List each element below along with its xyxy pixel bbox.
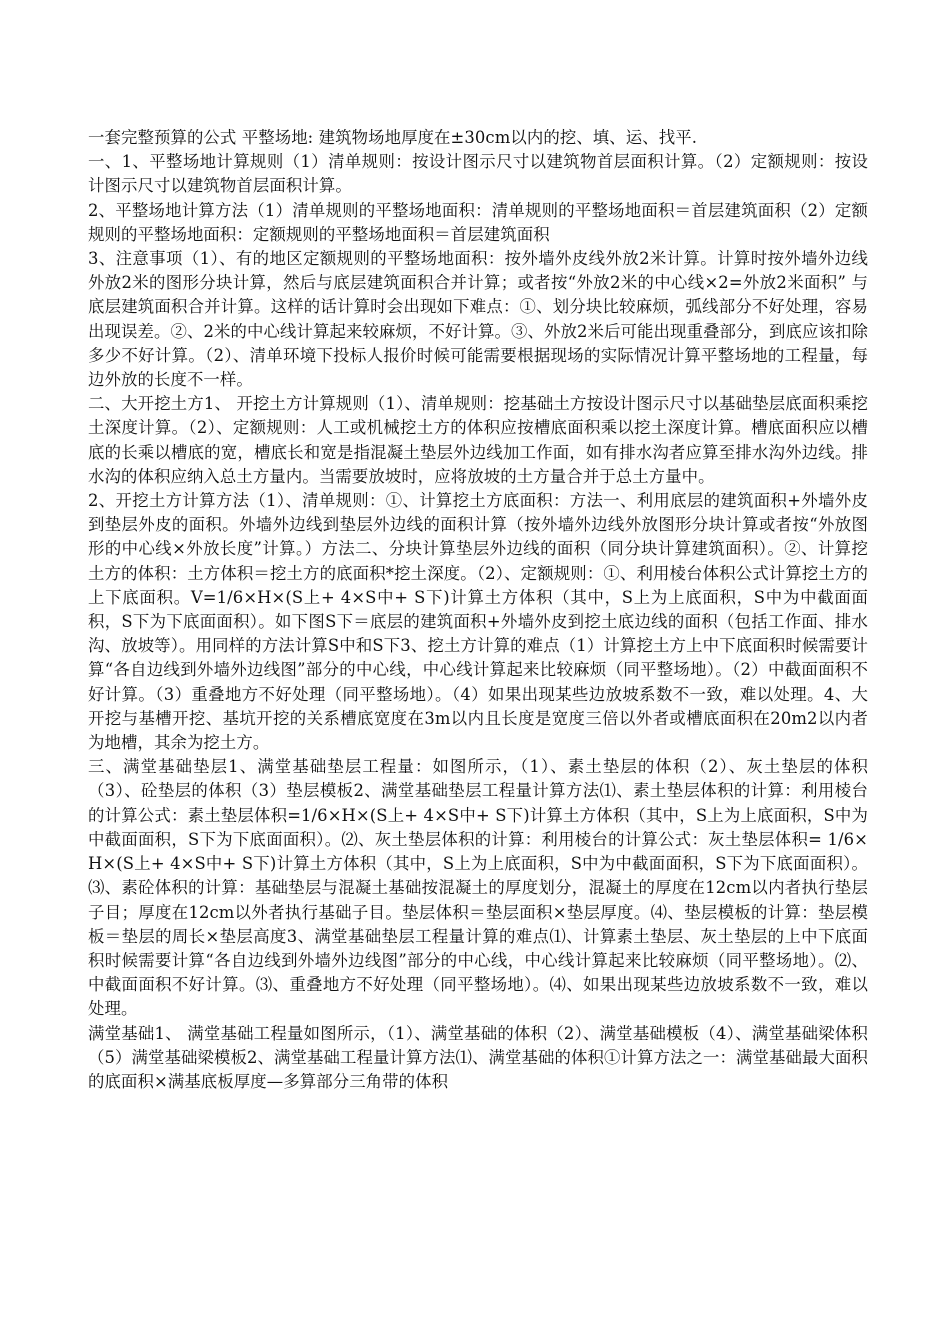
paragraph-intro: 一套完整预算的公式 平整场地: 建筑物场地厚度在±30cm以内的挖、填、运、找平. (88, 128, 698, 147)
paragraph-raft-cushion: 三、满堂基础垫层1、满堂基础垫层工程量：如图所示，（1）、素土垫层的体积（2）、灰土垫层的体积（3）、砼垫层的体积（3）垫层模板2、满堂基础垫层工程量计算方法⑴、素土垫层体积的计算：利用棱台的计算公式：素土垫层体积=1/6×H×(S上+ 4×S中+ S下)计算土方体积（其中，S上为上底面积，S中为中截面面积，S下为下底面面积）。⑵、灰土垫层体积的计算：利用棱台的计算公式：灰土垫层体积= 1/6×H×(S上+ 4×S中+ S下)计算土方体积（其中，S上为上底面积，S中为中截面面积，S下为下底面面积）。⑶、素砼体积的计算：基础垫层与混凝土基础按混凝土的厚度划分，混凝土的厚度在12cm以内者执行垫层子目；厚度在12cm以外者执行基础子目。垫层体积＝垫层面积×垫层厚度。⑷、垫层模板的计算：垫层模板＝垫层的周长×垫层高度3、满堂基础垫层工程量计算的难点⑴、计算素土垫层、灰土垫层的上中下底面积时候需要计算“各自边线到外墙外边线图”部分的中心线，中心线计算起来比较麻烦（同平整场地）。⑵、中截面面积不好计算。⑶、重叠地方不好处理（同平整场地）。⑷、如果出现某些边放坡系数不一致，难以处理。 (88, 757, 868, 1019)
paragraph-excavation-method: 2、开挖土方计算方法（1）、清单规则：①、计算挖土方底面积：方法一、利用底层的建筑面积+外墙外皮到垫层外皮的面积。外墙外边线到垫层外边线的面积计算（按外墙外边线外放图形分块计算或者按“外放图形的中心线×外放长度”计算。）方法二、分块计算垫层外边线的面积（同分块计算建筑面积）。②、计算挖土方的体积：土方体积＝挖土方的底面积*挖土深度。（2）、定额规则：①、利用棱台体积公式计算挖土方的上下底面积。V=1/6×H×(S上+ 4×S中+ S下)计算土方体积（其中，S上为上底面积，S中为中截面面积，S下为下底面面积）。如下图S下＝底层的建筑面积+外墙外皮到挖土底边线的面积（包括工作面、排水沟、放坡等）。用同样的方法计算S中和S下3、挖土方计算的难点（1）计算挖土方上中下底面积时候需要计算“各自边线到外墙外边线图”部分的中心线，中心线计算起来比较麻烦（同平整场地）。（2）中截面面积不好计算。（3）重叠地方不好处理（同平整场地）。（4）如果出现某些边放坡系数不一致，难以处理。4、大开挖与基槽开挖、基坑开挖的关系槽底宽度在3m以内且长度是宽度三倍以外者或槽底面积在20m2以内者为地槽，其余为挖土方。 (88, 491, 868, 753)
paragraph-site-leveling-rules: 一、1、平整场地计算规则（1）清单规则：按设计图示尺寸以建筑物首层面积计算。（2）定额规则：按设计图示尺寸以建筑物首层面积计算。 (88, 152, 868, 196)
paragraph-excavation-rules: 二、大开挖土方1、 开挖土方计算规则（1）、清单规则：挖基础土方按设计图示尺寸以基础垫层底面积乘挖土深度计算。（2）、定额规则：人工或机械挖土方的体积应按槽底面积乘以挖土深度计算。槽底面积应以槽底的长乘以槽底的宽，槽底长和宽是指混凝土垫层外边线加工作面，如有排水沟者应算至排水沟外边线。排水沟的体积应纳入总土方量内。当需要放坡时，应将放坡的土方量合并于总土方量中。 (88, 394, 868, 486)
paragraph-site-leveling-notes: 3、注意事项（1）、有的地区定额规则的平整场地面积：按外墙外皮线外放2米计算。计算时按外墙外边线外放2米的图形分块计算，然后与底层建筑面积合并计算；或者按“外放2米的中心线×2=外放2米面积” 与底层建筑面积合并计算。这样的话计算时会出现如下难点：①、划分块比较麻烦，弧线部分不好处理，容易出现误差。②、2米的中心线计算起来较麻烦，不好计算。③、外放2米后可能出现重叠部分，到底应该扣除多少不好计算。（2）、清单环境下投标人报价时候可能需要根据现场的实际情况计算平整场地的工程量，每边外放的长度不一样。 (88, 249, 868, 390)
paragraph-raft-foundation: 满堂基础1、 满堂基础工程量如图所示，（1）、满堂基础的体积（2）、满堂基础模板（4）、满堂基础梁体积（5）满堂基础梁模板2、满堂基础工程量计算方法⑴、满堂基础的体积①计算方法之一：满堂基础最大面积的底面积×满基底板厚度—多算部分三角带的体积 (88, 1023, 868, 1091)
document-body (88, 126, 868, 1094)
paragraph-site-leveling-method: 2、平整场地计算方法（1）清单规则的平整场地面积：清单规则的平整场地面积＝首层建筑面积（2）定额规则的平整场地面积：定额规则的平整场地面积＝首层建筑面积 (88, 200, 868, 244)
